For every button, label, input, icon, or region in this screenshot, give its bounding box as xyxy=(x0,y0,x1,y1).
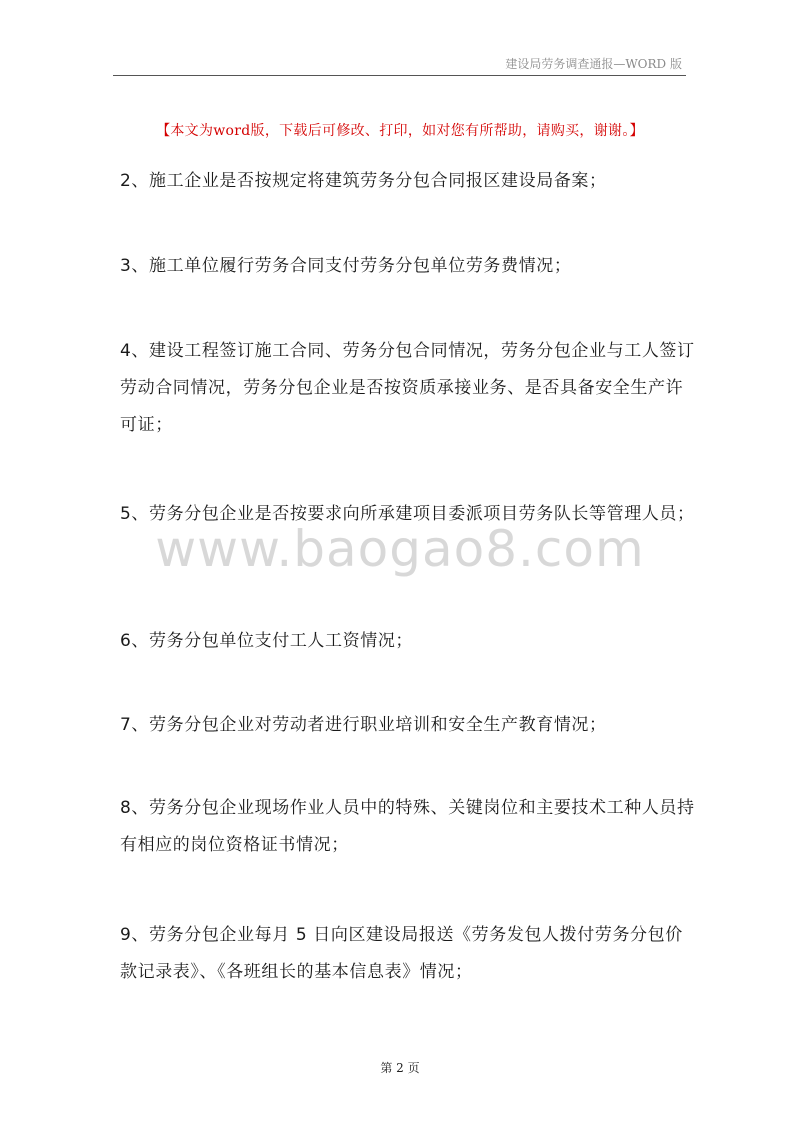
purchase-notice: 【本文为word版，下载后可修改、打印，如对您有所帮助，请购买，谢谢。】 xyxy=(156,123,644,139)
paragraph-item-2: 2、施工企业是否按规定将建筑劳务分包合同报区建设局备案； xyxy=(120,171,607,191)
paragraph-item-6: 6、劳务分包单位支付工人工资情况； xyxy=(120,631,414,651)
paragraph-item-8: 8、劳务分包企业现场作业人员中的特殊、关键岗位和主要技术工种人员持有相应的岗位资格证书情况； xyxy=(120,798,695,855)
header-title: 建设局劳务调查通报—WORD 版 xyxy=(505,57,682,71)
paragraph-item-5: 5、劳务分包企业是否按要求向所承建项目委派项目劳务队长等管理人员； xyxy=(120,504,695,524)
watermark: www.baogao8.com xyxy=(155,520,645,578)
paragraph-item-9: 9、劳务分包企业每月 5 日向区建设局报送《劳务发包人拨付劳务分包价款记录表》、《各班组长的基本信息表》情况； xyxy=(120,925,683,982)
page-number: 第 2 页 xyxy=(380,1061,420,1075)
paragraph-item-3: 3、施工单位履行劳务合同支付劳务分包单位劳务费情况； xyxy=(120,256,572,276)
paragraph-item-7: 7、劳务分包企业对劳动者进行职业培训和安全生产教育情况； xyxy=(120,715,607,735)
header-divider xyxy=(113,75,686,76)
paragraph-item-4: 4、建设工程签订施工合同、劳务分包合同情况，劳务分包企业与工人签订劳动合同情况，劳务分包企业是否按资质承接业务、是否具备安全生产许可证； xyxy=(120,341,695,435)
